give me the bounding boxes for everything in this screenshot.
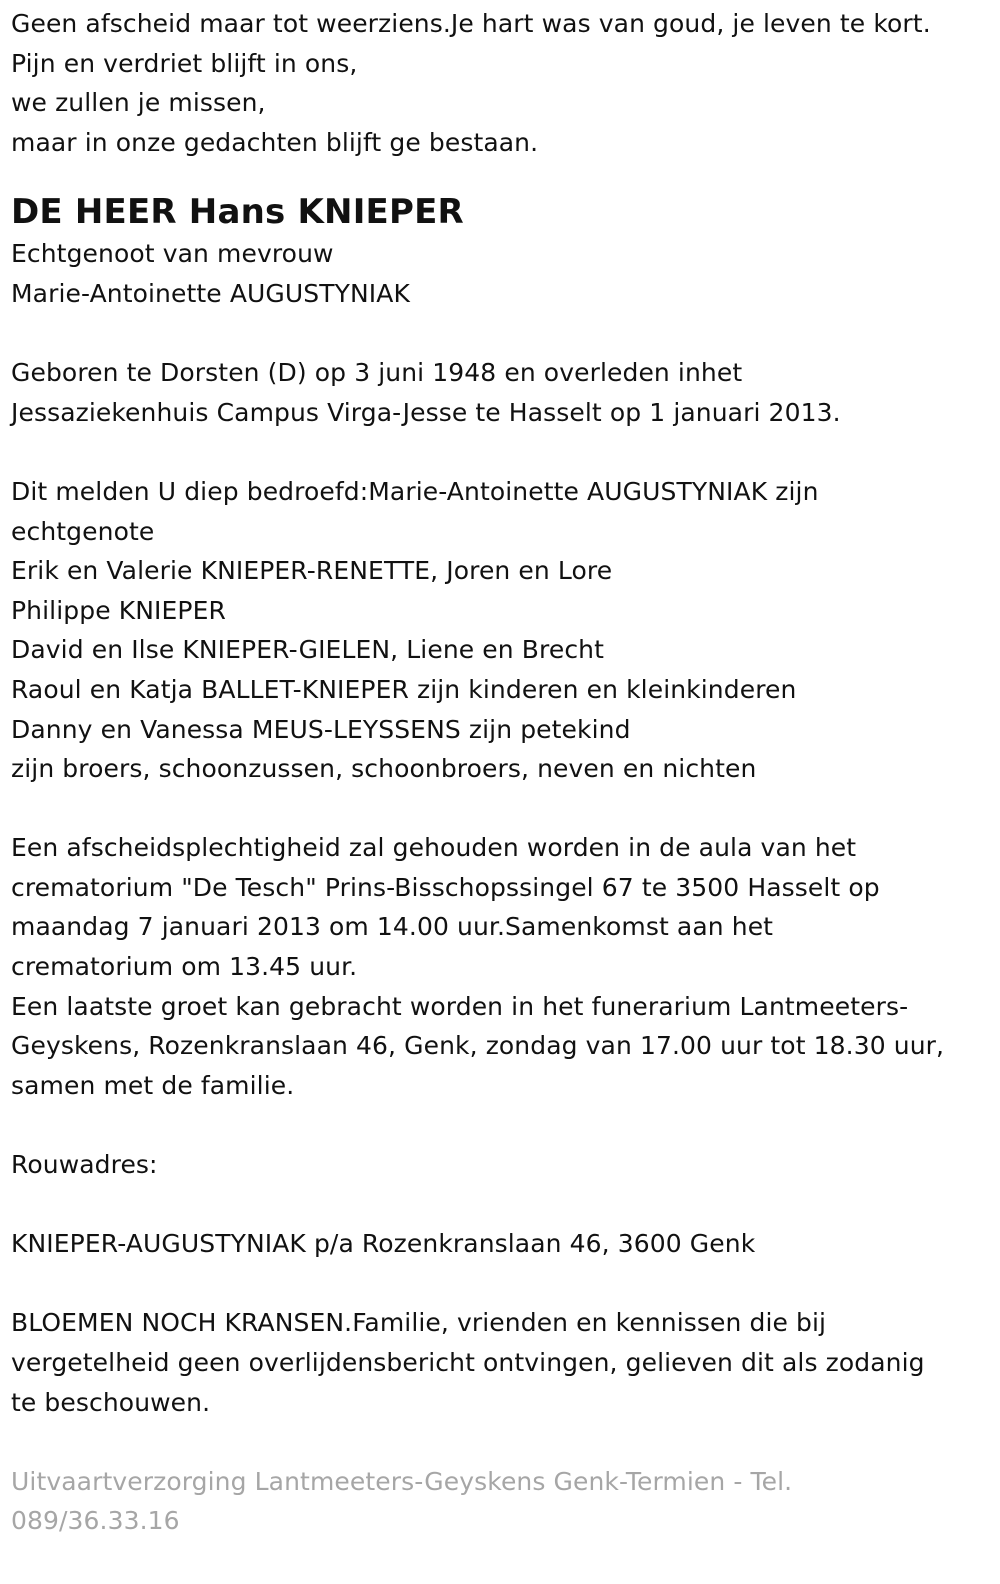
poem xyxy=(11,4,989,162)
birth-death-line: Geboren te Dorsten (D) op 3 juni 1948 en overleden inhet xyxy=(11,358,743,388)
family-line: Danny en Vanessa MEUS-LEYSSENS zijn petekind xyxy=(11,714,631,744)
notice-line: vergetelheid geen overlijdensbericht ontvingen, gelieven dit als zodanig xyxy=(11,1348,925,1377)
funeral-home-footer xyxy=(11,1462,989,1541)
notice-line: te beschouwen. xyxy=(11,1387,211,1417)
family-line: Raoul en Katja BALLET-KNIEPER zijn kinderen en kleinkinderen xyxy=(11,674,797,704)
ceremony-line: samen met de familie. xyxy=(11,1070,295,1100)
ceremony-line: crematorium om 13.45 uur. xyxy=(11,952,358,982)
ceremony-line: Geyskens, Rozenkranslaan 46, Genk, zondag van 17.00 uur tot 18.30 uur, xyxy=(11,1031,945,1061)
family-line: echtgenote xyxy=(11,516,155,546)
family-line: Erik en Valerie KNIEPER-RENETTE, Joren en Lore xyxy=(11,556,613,586)
footer-phone: 089/36.33.16 xyxy=(11,1506,180,1536)
family-line: zijn broers, schoonzussen, schoonbroers, neven en nichten xyxy=(11,754,757,784)
ceremony-line: Een laatste groet kan gebracht worden in het funerarium Lantmeeters- xyxy=(11,991,909,1021)
spacer xyxy=(11,314,989,354)
ceremony-line: Een afscheidsplechtigheid zal gehouden worden in de aula van het xyxy=(11,833,857,863)
spacer xyxy=(11,789,989,829)
deceased-name-title: DE HEER Hans KNIEPER xyxy=(11,192,464,233)
spouse-line: Marie-Antoinette AUGUSTYNIAK xyxy=(11,278,410,308)
family-line: David en Ilse KNIEPER-GIELEN, Liene en Brecht xyxy=(11,635,605,665)
poem-line: Pijn en verdriet blijft in ons, xyxy=(11,48,358,78)
spacer xyxy=(11,1422,989,1462)
flowers-notice xyxy=(11,1303,989,1422)
spacer xyxy=(11,1185,989,1225)
family-line: Dit melden U diep bedroefd:Marie-Antoinette AUGUSTYNIAK zijn xyxy=(11,476,819,506)
notice-line: BLOEMEN NOCH KRANSEN.Familie, vrienden en kennissen die bij xyxy=(11,1308,827,1338)
spacer xyxy=(11,1264,989,1304)
poem-line: Geen afscheid maar tot weerziens.Je hart was van goud, je leven te kort. xyxy=(11,9,931,38)
footer-line: Uitvaartverzorging Lantmeeters-Geyskens Genk-Termien - Tel. xyxy=(11,1466,793,1496)
birth-death-info xyxy=(11,353,989,432)
family-line: Philippe KNIEPER xyxy=(11,595,226,625)
poem-line: we zullen je missen, xyxy=(11,88,266,118)
spouse-info xyxy=(11,234,989,313)
spouse-line: Echtgenoot van mevrouw xyxy=(11,239,334,269)
ceremony-line: crematorium "De Tesch" Prins-Bisschopssingel 67 te 3500 Hasselt op xyxy=(11,872,880,902)
spacer xyxy=(11,162,989,186)
birth-death-line: Jessaziekenhuis Campus Virga-Jesse te Hasselt op 1 januari 2013. xyxy=(11,397,841,427)
mourning-address-label: Rouwadres: xyxy=(11,1150,158,1180)
ceremony-line: maandag 7 januari 2013 om 14.00 uur.Samenkomst aan het xyxy=(11,912,774,942)
spacer xyxy=(11,1105,989,1145)
spacer xyxy=(11,432,989,472)
mourning-address-value: KNIEPER-AUGUSTYNIAK p/a Rozenkranslaan 46, 3600 Genk xyxy=(11,1229,756,1259)
family-list xyxy=(11,472,989,789)
ceremony-info xyxy=(11,828,989,1105)
poem-line: maar in onze gedachten blijft ge bestaan. xyxy=(11,127,539,157)
